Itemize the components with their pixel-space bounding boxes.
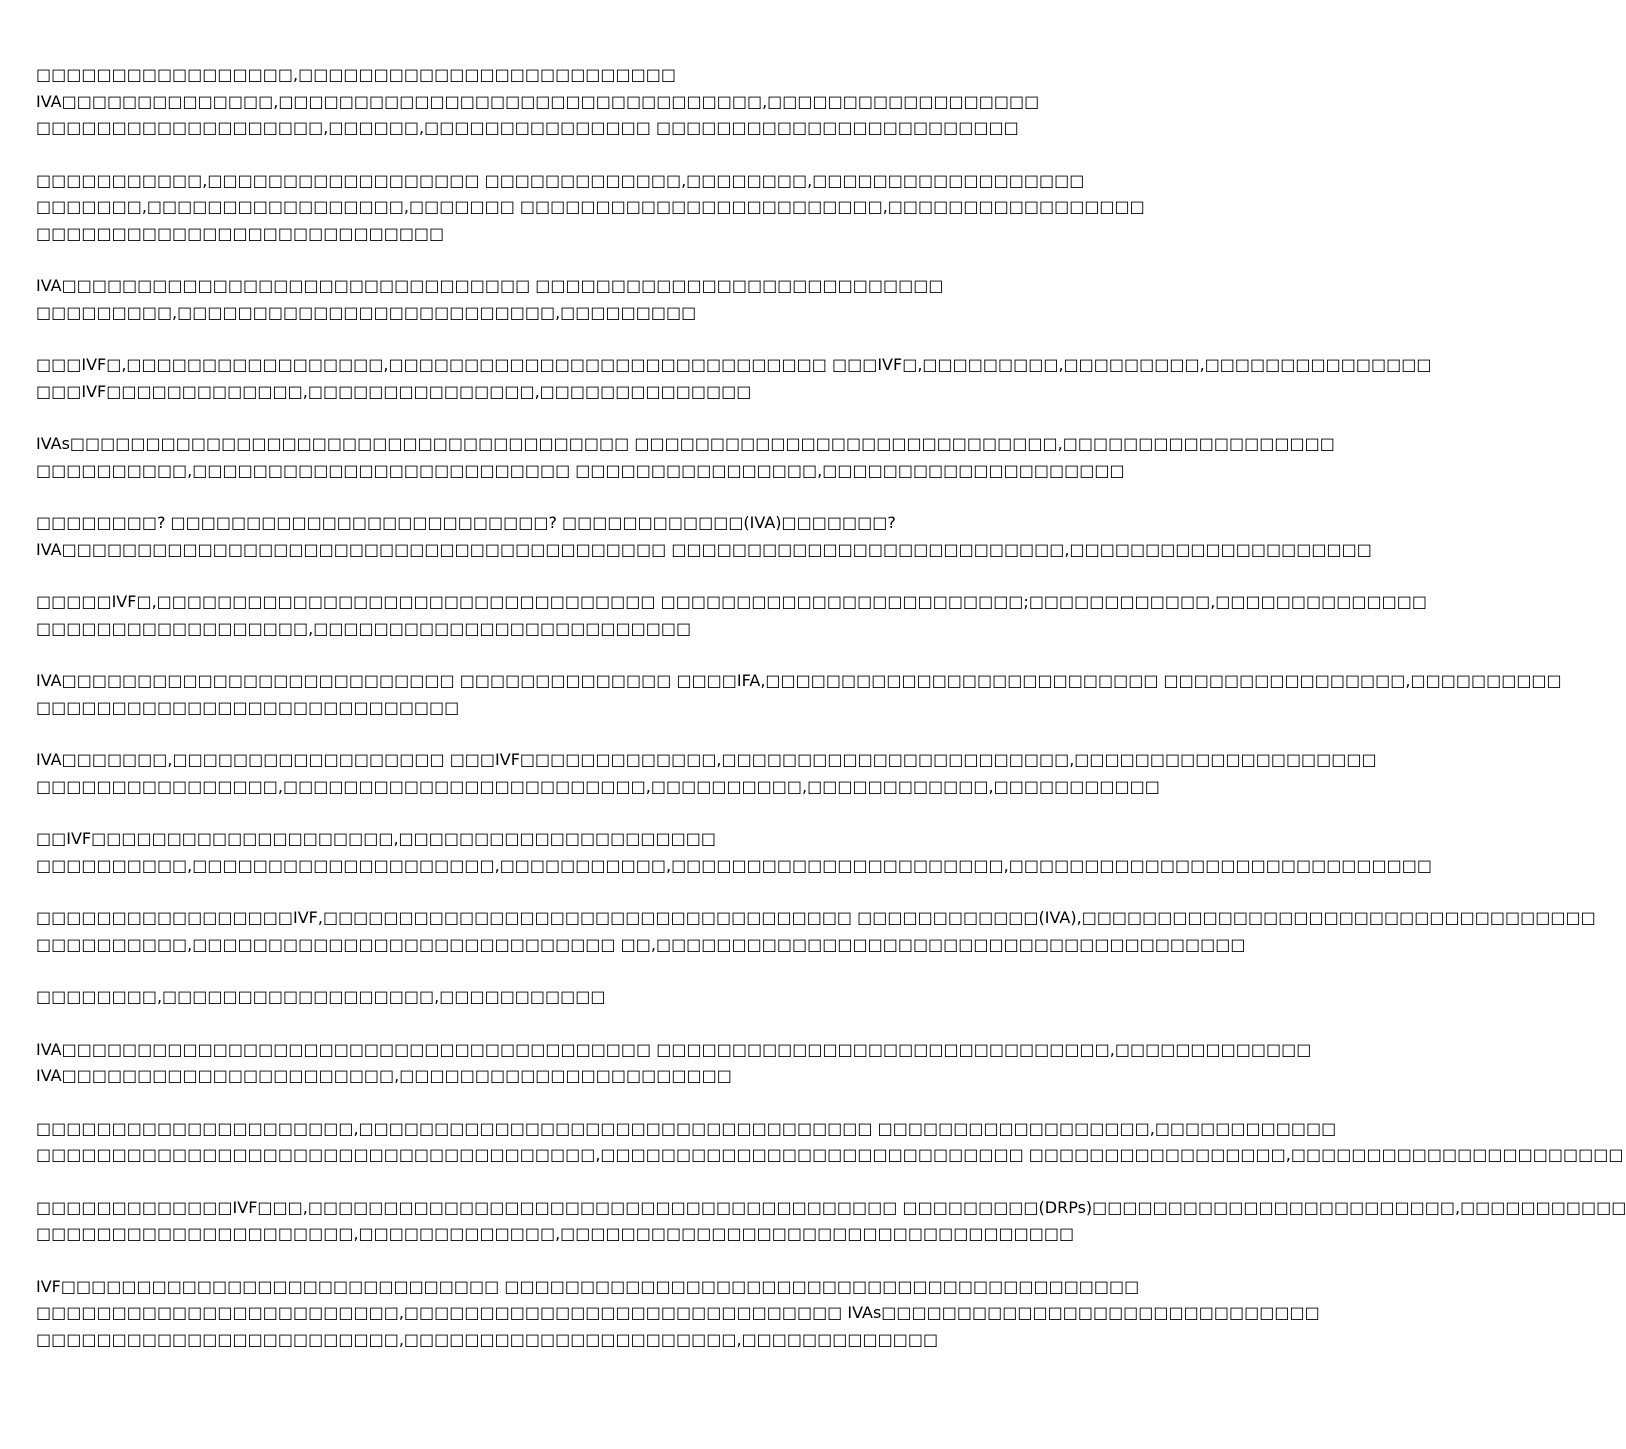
paragraph (36, 62, 1040, 142)
paragraph (36, 352, 1432, 405)
text-line: IVA□□□□□□□□□□□□□□□□□□□□□□,□□□□□□□□□□□□□□□□□□□□□□ (36, 1066, 732, 1085)
paragraph (36, 905, 1596, 958)
text-line: IVA□□□□□□□□□□□□□□□□□□□□□□□□□□□□□□□□□□□□□□□ □□□□□□□□□□□□□□□□□□□□□□□□□□□□□□,□□□□□□□□□□□□□ (36, 1039, 1312, 1059)
text-line: □□□□□□□□□□,□□□□□□□□□□□□□□□□□□□□□□□□□ □□□□□□□□□□□□□□□□,□□□□□□□□□□□□□□□□□□□□ (36, 460, 1125, 480)
text-line: IVA□□□□□□□□□□□□□□□□□□□□□□□□□□□□□□□ □□□□□□□□□□□□□□□□□□□□□□□□□□□ (36, 276, 944, 295)
text-line: □□□□□□□□,□□□□□□□□□□□□□□□□□□,□□□□□□□□□□□ (36, 987, 606, 1006)
text-line: □□□□□□□□? □□□□□□□□□□□□□□□□□□□□□□□□□? □□□□□□□□□□□□(IVA)□□□□□□□? (36, 513, 896, 532)
text-line: □□□□□□□□□□□□□□□□□IVF,□□□□□□□□□□□□□□□□□□□□□□□□□□□□□□□□□□□ □□□□□□□□□□□□(IVA),□□□□□□□□□□□□□□□□□□□□□□□□□□□□□□□□□□ (36, 908, 1596, 927)
text-line: □□□□□□□,□□□□□□□□□□□□□□□□□,□□□□□□□ □□□□□□□□□□□□□□□□□□□□□□□□,□□□□□□□□□□□□□□□□□ (36, 197, 1145, 216)
text-line: □□□□□□□□□□□□□□□□□,□□□□□□□□□□□□□□□□□□□□□□□□□ (36, 65, 677, 84)
paragraph (36, 1037, 1312, 1090)
text-line: □□□□□□□□□□□□□IVF□□□,□□□□□□□□□□□□□□□□□□□□□□□□□□□□□□□□□□□□□□□ □□□□□□□□□(DRPs)□□□□□□□□□□□□□□□□□□□□□□□□,□□□□□□□□□□□ (36, 1197, 1626, 1217)
text-line: IVA□□□□□□□□□□□□□□□□□□□□□□□□□□□□□□□□□□□□□□□□ □□□□□□□□□□□□□□□□□□□□□□□□□□,□□□□□□□□□□□□□□□□□□□□ (36, 539, 1372, 559)
text-line: □□□□□□□□□□□□□□□□□□□□□□□□□□□□□□□□□□□□□,□□□□□□□□□□□□□□□□□□□□□□□□□□□□ □□□□□□□□□□□□□□□□□,□□□□□□□□□□□□□□□□□□□□□□ (36, 1145, 1624, 1164)
text-line: □□□□□□□□□□□□□□□□□□□□□□□□,□□□□□□□□□□□□□□□□□□□□□□□□□□□□□ IVAs□□□□□□□□□□□□□□□□□□□□□□□□□□□□□ (36, 1303, 1320, 1322)
text-line: IVAs□□□□□□□□□□□□□□□□□□□□□□□□□□□□□□□□□□□□□ □□□□□□□□□□□□□□□□□□□□□□□□□□□□,□□□□□□□□□□□□□□□□□□ (36, 434, 1335, 453)
text-line: IVA□□□□□□□□□□□□□□,□□□□□□□□□□□□□□□□□□□□□□□□□□□□□□□□,□□□□□□□□□□□□□□□□□□ (36, 91, 1040, 111)
text-line: □□□□□□□□□□□□□□□□□□□□□□□□□□□□ (36, 697, 460, 717)
text-line: □□□□□□□□□□□□□□□□□□□□□,□□□□□□□□□□□□□□□□□□□□□□□□□□□□□□□□□□ □□□□□□□□□□□□□□□□□□,□□□□□□□□□□□□ (36, 1118, 1337, 1138)
paragraph (36, 1274, 1320, 1354)
paragraph (36, 589, 1427, 642)
text-line: □□□□□□□□□□□□□□□□□□□□□□□□□□□ (36, 223, 445, 243)
text-line: □□□□□□□□□□□□□□□□□□□□□□□□,□□□□□□□□□□□□□□□□□□□□□□,□□□□□□□□□□□□□ (36, 1329, 939, 1349)
text-line: □□□□□□□□□,□□□□□□□□□□□□□□□□□□□□□□□□□,□□□□□□□□□ (36, 302, 697, 322)
text-line: □□□□□□□□□□□□□□□□□□,□□□□□□□□□□□□□□□□□□□□□□□□□ (36, 618, 692, 638)
paragraph (36, 431, 1335, 484)
text-line: □□□□□□□□□□□□□□□□□□□,□□□□□□,□□□□□□□□□□□□□□□ □□□□□□□□□□□□□□□□□□□□□□□□ (36, 118, 1019, 137)
text-line: IVA□□□□□□□,□□□□□□□□□□□□□□□□□□ □□□IVF□□□□□□□□□□□□□,□□□□□□□□□□□□□□□□□□□□□□□,□□□□□□□□□□□□□□□□□□□□ (36, 750, 1377, 769)
text-line: □□□IVF□,□□□□□□□□□□□□□□□□□,□□□□□□□□□□□□□□□□□□□□□□□□□□□□□ □□□IVF□,□□□□□□□□□,□□□□□□□□□,□□□□□□□□□□□□□□□ (36, 355, 1432, 374)
paragraph (36, 273, 996, 326)
paragraph (36, 1195, 1626, 1248)
paragraph (36, 168, 1145, 248)
paragraph (36, 668, 1562, 721)
text-line: □□□□□□□□□□,□□□□□□□□□□□□□□□□□□□□□□□□□□□□ □□,□□□□□□□□□□□□□□□□□□□□□□□□□□□□□□□□□□□□□□□ (36, 934, 1246, 954)
text-line: IVF□□□□□□□□□□□□□□□□□□□□□□□□□□□□□ □□□□□□□□□□□□□□□□□□□□□□□□□□□□□□□□□□□□□□□□□□ (36, 1276, 1140, 1296)
text-line: IVA□□□□□□□□□□□□□□□□□□□□□□□□□□ □□□□□□□□□□□□□□ □□□□IFA,□□□□□□□□□□□□□□□□□□□□□□□□□□ □□□□□□□□□□□□□□□□,□□□□□□□□□□ (36, 671, 1562, 690)
text-line: □□□□□□□□□□□□□□□□,□□□□□□□□□□□□□□□□□□□□□□□□,□□□□□□□□□□,□□□□□□□□□□□□,□□□□□□□□□□□ (36, 776, 1160, 796)
text-line: □□IVF□□□□□□□□□□□□□□□□□□□□,□□□□□□□□□□□□□□□□□□□□□ (36, 829, 716, 848)
document-body (36, 62, 1626, 1379)
paragraph (36, 747, 1377, 800)
paragraph (36, 826, 1433, 879)
text-line: □□□□□□□□□□,□□□□□□□□□□□□□□□□□□□□,□□□□□□□□□□□,□□□□□□□□□□□□□□□□□□□□□□,□□□□□□□□□□□□□□□□□□□□□□□□□□□□ (36, 855, 1433, 875)
text-line: □□□□□□□□□□□,□□□□□□□□□□□□□□□□□□ □□□□□□□□□□□□□,□□□□□□□□,□□□□□□□□□□□□□□□□□□ (36, 170, 1085, 190)
paragraph (36, 984, 996, 1011)
text-line: □□□□□□□□□□□□□□□□□□□□□,□□□□□□□□□□□□□,□□□□□□□□□□□□□□□□□□□□□□□□□□□□□□□□□□ (36, 1224, 1075, 1243)
paragraph (36, 1116, 1624, 1169)
text-line: □□□□□IVF□,□□□□□□□□□□□□□□□□□□□□□□□□□□□□□□□□□ □□□□□□□□□□□□□□□□□□□□□□□□;□□□□□□□□□□□□,□□□□□□□□□□□□□□ (36, 592, 1427, 611)
paragraph (36, 510, 1372, 563)
text-line: □□□IVF□□□□□□□□□□□□□,□□□□□□□□□□□□□□□,□□□□□□□□□□□□□□ (36, 381, 752, 401)
